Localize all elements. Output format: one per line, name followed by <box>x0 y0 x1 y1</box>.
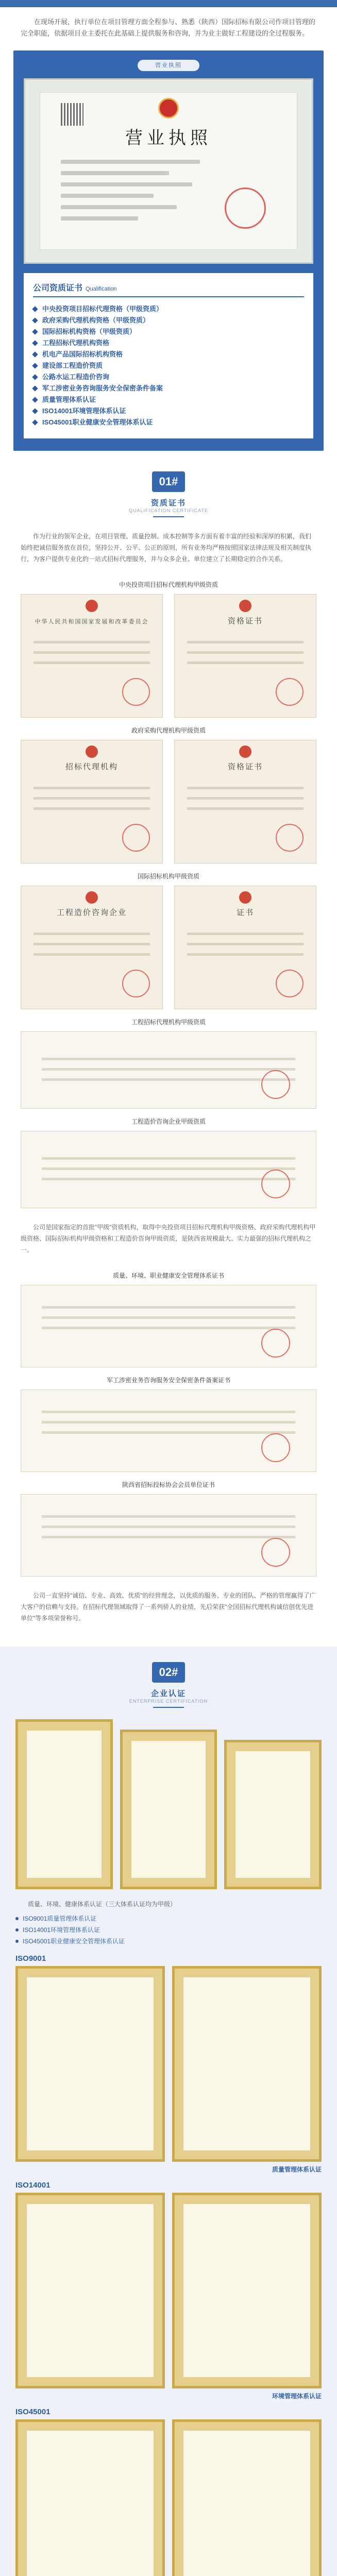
section-title: 资质证书 <box>150 499 186 507</box>
red-seal-icon <box>261 1433 290 1462</box>
national-emblem-icon <box>158 98 179 118</box>
diamond-bullet-icon <box>32 374 38 380</box>
certificate-image <box>21 886 163 1009</box>
cert-caption: 政府采购代理机构甲级资质 <box>131 727 206 734</box>
emblem-icon <box>86 745 98 758</box>
certificate-image <box>174 886 316 1009</box>
iso-list <box>15 1913 322 1947</box>
certificate-image <box>174 594 316 718</box>
iso-label: ISO14001 <box>15 2181 50 2190</box>
certificate-image <box>21 594 163 718</box>
emblem-icon <box>86 891 98 904</box>
iso-section <box>0 1647 337 2576</box>
iso-block <box>15 1954 322 2174</box>
emblem-icon <box>239 600 251 612</box>
certificate-image <box>21 1031 316 1109</box>
red-seal-icon <box>276 824 304 852</box>
qualification-item: ISO14001环境管理体系认证 <box>33 405 304 417</box>
certificate-title: 工程造价咨询企业 <box>56 909 127 917</box>
iso-list-item: ISO9001质量管理体系认证 <box>15 1913 322 1924</box>
cert-caption: 中央投资项目招标代理机构甲级资质 <box>119 581 218 588</box>
red-seal-icon <box>276 970 304 997</box>
qualification-item: 政府采购代理机构资格（甲级资质） <box>33 315 304 326</box>
cert-caption: 陕西省招标投标协会会员单位证书 <box>122 1481 215 1488</box>
diamond-bullet-icon <box>32 419 38 425</box>
bullet-icon <box>15 1917 19 1920</box>
certificate-image <box>21 1494 316 1577</box>
iso-block <box>15 2181 322 2400</box>
certificate-title: 证书 <box>236 909 254 917</box>
qualification-item: ISO45001职业健康安全管理体系认证 <box>33 417 304 428</box>
qualification-item: 质量管理体系认证 <box>33 394 304 405</box>
section1-paragraph-3: 公司一直坚持"诚信、专业、高效、优质"的经营理念，以优质的服务、专业的团队、严格的管理赢得了广大客户的信赖与支持。在招标代理领域取得了一系列骄人的业绩，先后荣获"全国招标代理机构诚信创优先进单位"等多项荣誉称号。 <box>21 1592 316 1622</box>
certificate-image <box>21 1131 316 1208</box>
iso-certificate-image <box>15 1719 113 1889</box>
iso-block <box>15 2408 322 2576</box>
cert-caption: 军工涉密业务咨询服务安全保密条件备案证书 <box>106 1377 230 1384</box>
iso-list-item: ISO14001环境管理体系认证 <box>15 1924 322 1936</box>
qualification-item: 建设部工程造价资质 <box>33 360 304 371</box>
certificate-image <box>174 740 316 863</box>
iso-intro: 质量、环境、健康体系认证（三大体系认证均为甲级） <box>28 1901 177 1908</box>
section1-paragraph: 作为行业的领军企业，在项目管理、质量控制、成本控制等多方面有着丰富的经验和深厚的积累，我们始终把诚信服务放在首位，坚持公开、公平、公正的原则，所有业务均严格按照国家法律法规及相关制度执行，为客户提供专业化的一站式招标代理服务，并与众多企业、单位建立了长期稳定的合作关系。 <box>21 533 312 563</box>
intro-text: 在现场开展，执行单位在项目管理方面全程参与、熟悉（陕西）国际招标有限公司作项目管理的完全职能，依据项目业主委托在此基础上提供服务和咨询，并为业主做好工程建设的全过程服务。 <box>21 18 316 37</box>
diamond-bullet-icon <box>32 329 38 334</box>
red-seal-icon <box>225 188 266 229</box>
certificate-image <box>21 1389 316 1472</box>
section-header-1 <box>0 451 337 517</box>
red-seal-icon <box>122 970 150 997</box>
qualification-item: 机电产品国际招标机构资格 <box>33 349 304 360</box>
iso-caption: 质量管理体系认证 <box>272 2166 322 2173</box>
top-band <box>0 0 337 7</box>
red-seal-icon <box>122 824 150 852</box>
qualification-item: 公路水运工程造价咨询 <box>33 371 304 383</box>
diamond-bullet-icon <box>32 340 38 346</box>
iso-certificate-image <box>224 1740 322 1889</box>
iso-label: ISO9001 <box>15 1954 46 1963</box>
qr-code-icon <box>61 103 83 126</box>
certificate-image <box>21 740 163 863</box>
section-header-2 <box>15 1657 322 1708</box>
bullet-icon <box>15 1928 19 1931</box>
certificate-title: 资格证书 <box>227 763 263 771</box>
red-seal-icon <box>261 1329 290 1358</box>
section-title: 企业认证 <box>150 1689 186 1698</box>
iso-caption: 环境管理体系认证 <box>272 2393 322 2400</box>
qualification-item: 军工涉密业务咨询服务安全保密条件备案 <box>33 383 304 394</box>
section-number: 02# <box>152 1662 185 1683</box>
qualification-title: 公司资质证书 <box>33 284 83 293</box>
diamond-bullet-icon <box>32 306 38 312</box>
qualification-list <box>33 303 304 428</box>
red-seal-icon <box>276 678 304 706</box>
red-seal-icon <box>261 1170 290 1198</box>
cert-caption: 质量、环境、职业健康安全管理体系证书 <box>112 1272 224 1279</box>
certificate-title: 中华人民共和国国家发展和改革委员会 <box>35 619 149 625</box>
cert-caption: 国际招标机构甲级资质 <box>137 873 199 880</box>
diamond-bullet-icon <box>32 397 38 402</box>
qualification-subtitle: Qualification <box>86 286 117 292</box>
cert-caption: 工程招标代理机构甲级资质 <box>131 1019 206 1026</box>
iso-certificate-image <box>120 1730 217 1889</box>
qualification-item: 工程招标代理机构资格 <box>33 337 304 349</box>
emblem-icon <box>86 600 98 612</box>
iso-certificate-image <box>15 1966 165 2162</box>
certificate-title: 资格证书 <box>227 617 263 625</box>
license-pill: 营业执照 <box>138 60 199 71</box>
cert-caption: 工程造价咨询企业甲级资质 <box>131 1118 206 1125</box>
red-seal-icon <box>261 1538 290 1567</box>
iso-certificate-image <box>172 2419 322 2576</box>
certificate-title: 招标代理机构 <box>65 763 118 771</box>
diamond-bullet-icon <box>32 351 38 357</box>
certificate-image <box>21 1285 316 1367</box>
section-subtitle: QUALIFICATION CERTIFICATE <box>128 508 208 513</box>
iso-certificate-image <box>172 1966 322 2162</box>
section-subtitle: ENTERPRISE CERTIFICATION <box>129 1699 208 1704</box>
red-seal-icon <box>122 678 150 706</box>
qualification-panel <box>24 273 313 438</box>
diamond-bullet-icon <box>32 317 38 323</box>
diamond-bullet-icon <box>32 385 38 391</box>
qualification-item: 中央投资项目招标代理资格（甲级资质） <box>33 303 304 315</box>
business-license-image <box>24 78 313 264</box>
diamond-bullet-icon <box>32 408 38 414</box>
emblem-icon <box>239 745 251 758</box>
red-seal-icon <box>261 1070 290 1099</box>
section-number: 01# <box>152 471 185 492</box>
section1-paragraph-2: 公司是国家指定的首批"甲级"资质机构，取得中央投资项目招标代理机构甲级资格、政府采购代理机构甲级资格、国际招标机构甲级资格和工程造价咨询甲级资质，是陕西省规模最大、实力最强的招标代理机构之一。 <box>21 1224 316 1253</box>
emblem-icon <box>239 891 251 904</box>
iso-list-item: ISO45001职业健康安全管理体系认证 <box>15 1936 322 1947</box>
iso-certificate-image <box>15 2419 165 2576</box>
iso-label: ISO45001 <box>15 2408 50 2416</box>
license-title: 营业执照 <box>125 129 212 148</box>
bullet-icon <box>15 1940 19 1943</box>
qualification-item: 国际招标机构资格（甲级资质） <box>33 326 304 337</box>
iso-certificate-image <box>172 2193 322 2388</box>
license-section <box>13 50 324 451</box>
diamond-bullet-icon <box>32 363 38 368</box>
iso-certificate-image <box>15 2193 165 2388</box>
